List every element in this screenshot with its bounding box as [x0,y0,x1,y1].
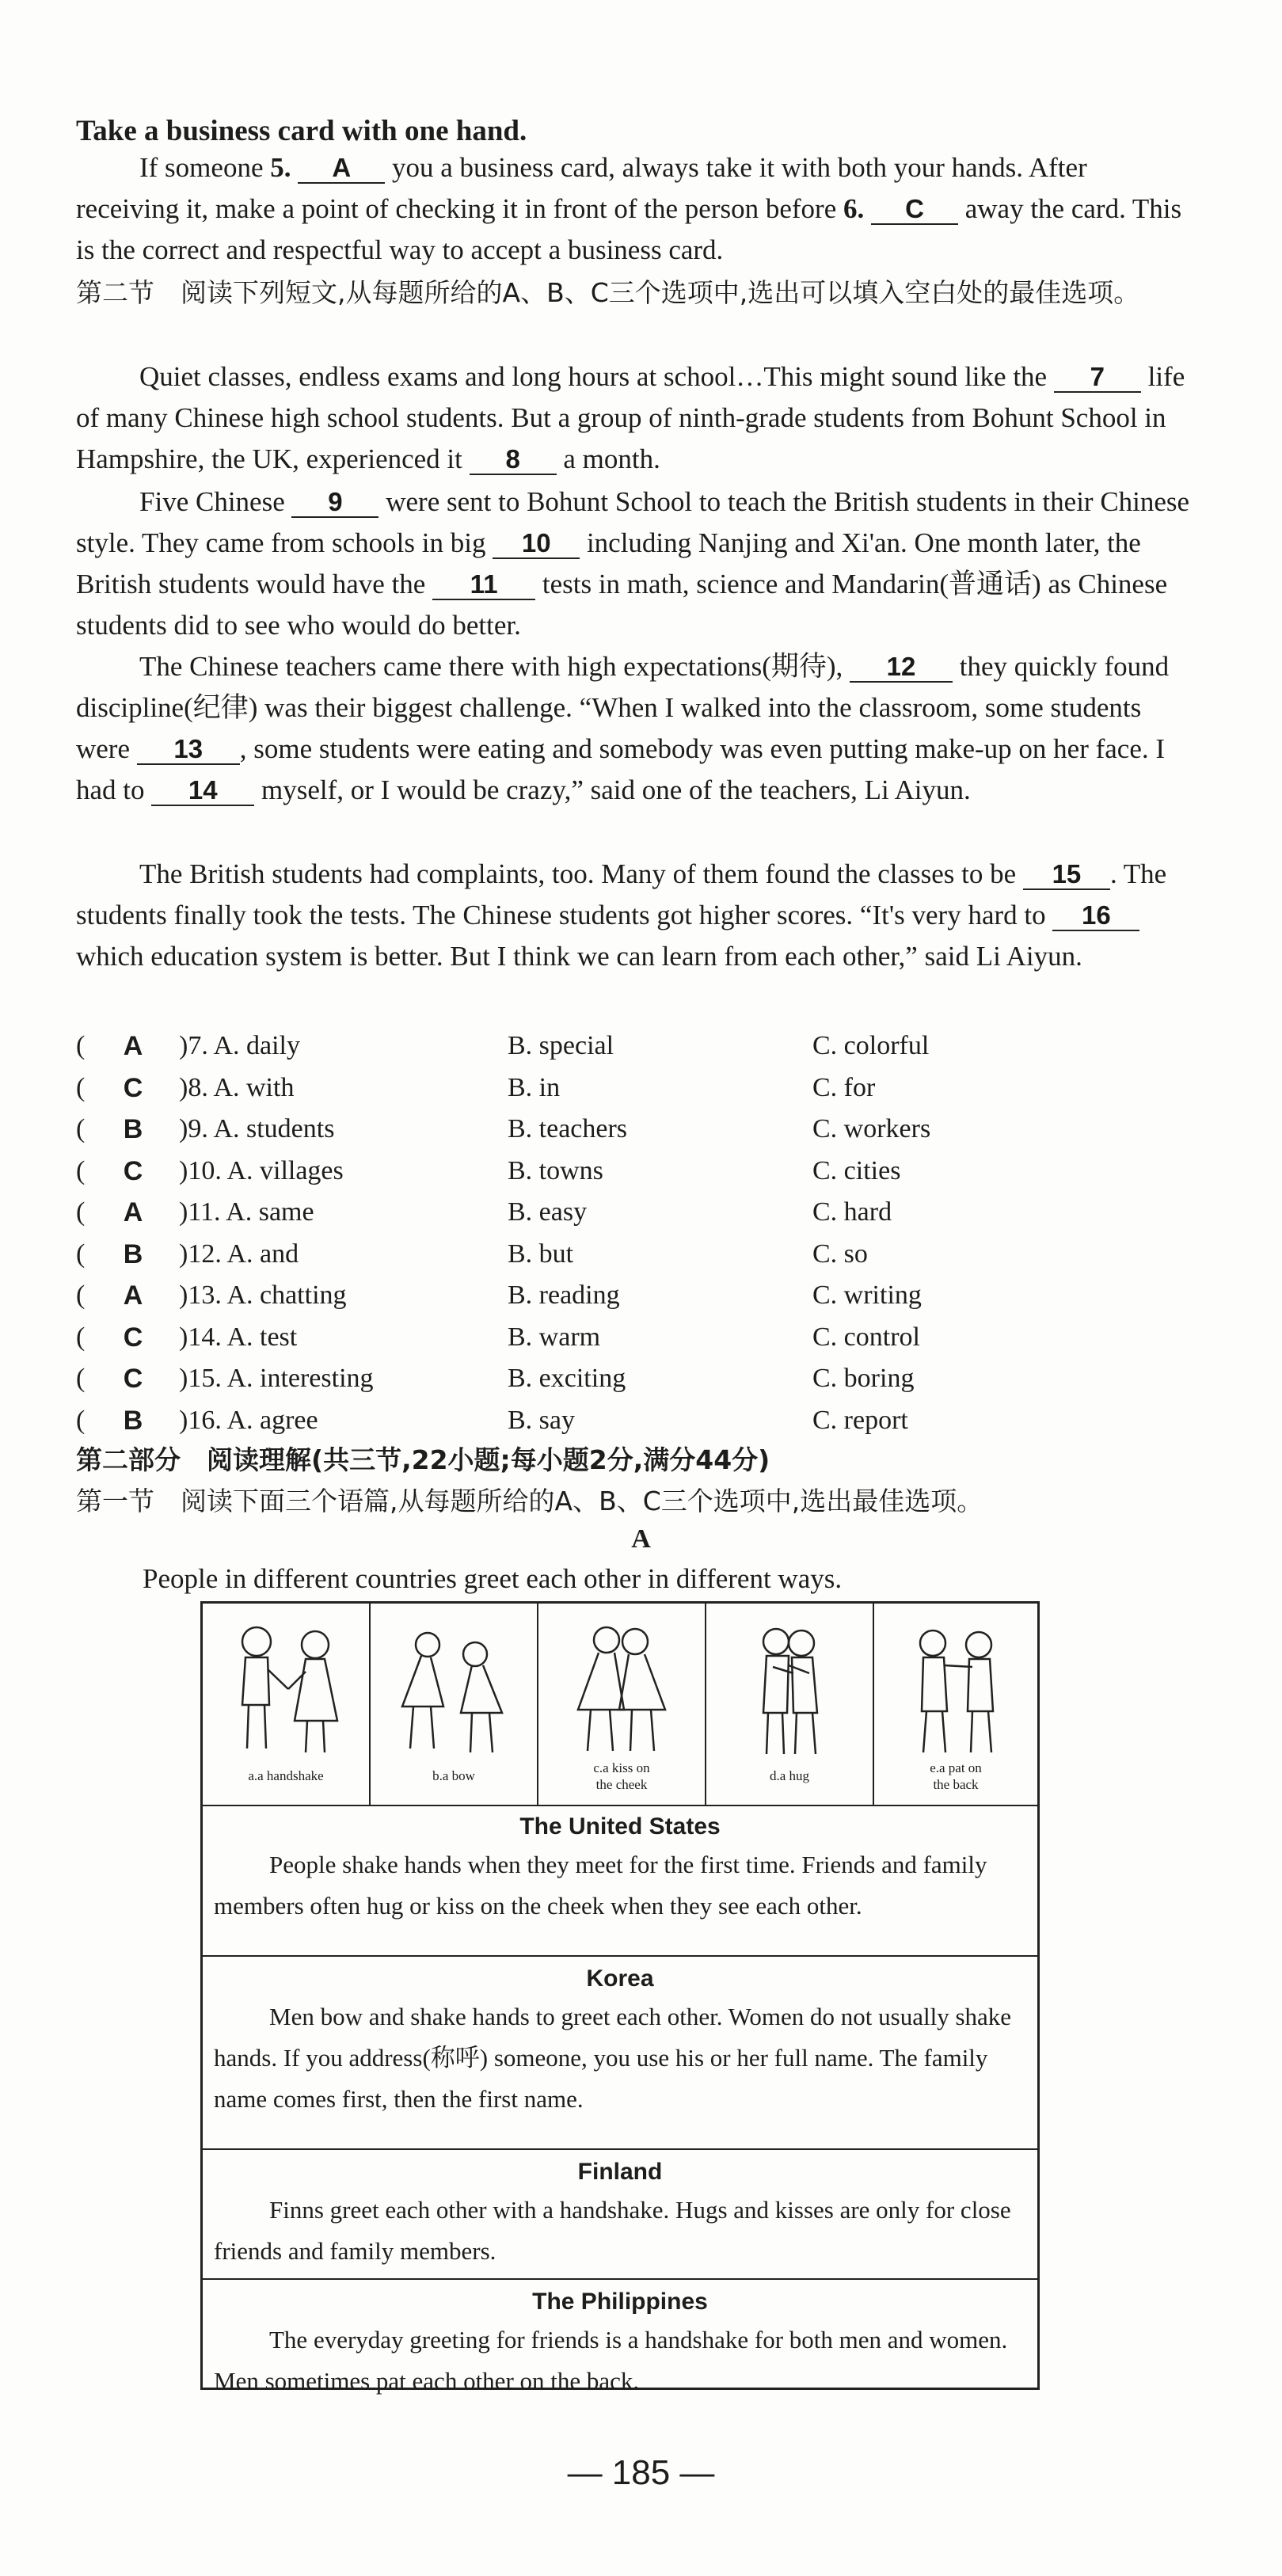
country-heading: The United States [519,1813,721,1840]
option-b: B. easy [508,1197,588,1227]
picture-caption-a: a.a handshake [248,1768,324,1783]
bow-picture [371,1604,538,1805]
option-answer: B [123,1405,143,1436]
option-paren: ( [76,1114,86,1143]
option-a: )12. A. and [179,1239,299,1269]
blank-8: 8 [470,445,557,475]
option-a: )14. A. test [179,1322,298,1352]
country-section-usa [203,1805,1037,1957]
passage-paragraph-1: Quiet classes, endless exams and long hours at school…This might sound like the 7 life of many Chinese high school students. But a group of ninth-grade students from Bohunt School in Hampshire, the UK, experienced it 8 a month. [76,361,1185,474]
bow-icon [371,1610,537,1768]
option-answer: A [123,1197,143,1227]
blank-10: 10 [493,529,580,559]
option-b: B. special [508,1031,614,1060]
picture-caption-e2: the back [933,1777,979,1792]
blank-9: 9 [291,488,379,518]
passage-paragraph-4: The British students had complaints, too. Many of them found the classes to be 15 . The students finally took the tests. The Chinese students got higher scores. “It's very hard to 16 which education system is better. But I think we can learn from each other,” said Li Aiyun. [76,858,1167,972]
option-answer: C [123,1364,143,1394]
option-b: B. towns [508,1155,603,1185]
intro-paragraph: If someone 5. A you a business card, always take it with both your hands. After receiving it, make a point of checking it in front of the person before 6. C away the card. This is the correct and respectful way to accept a business card. [76,152,1182,265]
option-answer: B [123,1239,143,1269]
option-b: B. in [508,1072,561,1102]
answer-blank-6: C [871,195,958,225]
option-answer: A [123,1031,143,1061]
country-section-finland [203,2150,1037,2280]
picture-caption-e1: e.a pat on [930,1760,982,1775]
option-paren: ( [76,1239,86,1269]
option-c: C. control [812,1322,920,1352]
option-c: C. report [812,1405,908,1435]
option-paren: ( [76,1405,86,1435]
option-row [76,1067,1200,1109]
section-instruction: 第二节 阅读下列短文,从每题所给的A、B、C三个选项中,选出可以填入空白处的最佳选项。 [76,277,1140,308]
option-paren: ( [76,1031,86,1060]
page-number: — 185 — [567,2453,715,2492]
option-answer: C [123,1322,143,1353]
option-row [76,1274,1200,1316]
blank-7: 7 [1054,363,1141,393]
part-title: 第二部分 阅读理解(共三节,22小题;每小题2分,满分44分) [76,1444,770,1475]
option-c: C. hard [812,1197,892,1227]
option-a: )13. A. chatting [179,1280,347,1310]
country-text: The everyday greeting for friends is a handshake for both men and women. Men sometimes pat each other on the back. [214,2326,1008,2395]
option-paren: ( [76,1322,86,1352]
option-paren: ( [76,1364,86,1393]
country-section-philippines [203,2280,1037,2395]
pat-picture [874,1604,1037,1805]
country-text: People shake hands when they meet for the first time. Friends and family members often hug or kiss on the cheek when they see each other. [214,1851,987,1920]
handshake-icon [203,1610,369,1768]
greeting-pictures-row [203,1604,1037,1806]
option-paren: ( [76,1280,86,1310]
option-b: B. exciting [508,1364,626,1393]
hug-picture [706,1604,874,1805]
handshake-picture [203,1604,371,1805]
kiss-picture [538,1604,706,1805]
option-row [76,1357,1200,1399]
blank-16: 16 [1052,901,1139,931]
passage-lead: People in different countries greet each other in different ways. [143,1563,843,1594]
passage-letter: A [631,1524,651,1554]
section-heading: Take a business card with one hand. [76,115,527,147]
option-c: C. cities [812,1155,901,1185]
part-subsection: 第一节 阅读下面三个语篇,从每题所给的A、B、C三个选项中,选出最佳选项。 [76,1486,983,1516]
option-c: C. workers [812,1114,931,1143]
option-row [76,1108,1200,1150]
picture-caption-c2: the cheek [595,1777,648,1792]
option-c: C. for [812,1072,876,1102]
option-paren: ( [76,1072,86,1102]
option-answer: B [123,1114,143,1144]
country-text: Finns greet each other with a handshake. Hugs and kisses are only for close friends and family members. [214,2196,1011,2265]
option-b: B. teachers [508,1114,628,1143]
option-a: )11. A. same [179,1197,314,1227]
blank-15: 15 [1023,860,1110,890]
option-c: C. boring [812,1364,915,1393]
option-c: C. writing [812,1280,922,1310]
picture-caption-b: b.a bow [432,1768,475,1783]
option-row [76,1150,1200,1192]
option-a: )16. A. agree [179,1405,318,1435]
option-b: B. say [508,1405,575,1435]
answer-blank-5: A [298,154,385,184]
option-row [76,1191,1200,1233]
blank-12: 12 [850,653,953,683]
pat-icon [874,1610,1037,1768]
option-paren: ( [76,1197,86,1227]
option-c: C. colorful [812,1031,930,1060]
hug-icon [706,1610,873,1768]
option-a: )10. A. villages [179,1155,344,1185]
option-row [76,1233,1200,1275]
options-list [76,1025,1200,1440]
option-b: B. warm [508,1322,601,1352]
option-row [76,1025,1200,1067]
blank-13: 13 [137,735,240,765]
option-paren: ( [76,1155,86,1185]
picture-caption-d: d.a hug [769,1768,810,1783]
greetings-table [200,1601,1040,2395]
kiss-icon [538,1610,705,1768]
passage-paragraph-2: Five Chinese 9 were sent to Bohunt School to teach the British students in their Chinese style. They came from schools in big 10 including Nanjing and Xi'an. One month later, the British students would have the 11 tests in math, science and Mandarin(普通话) as Chinese students did to see who would do better. [76,486,1190,641]
option-b: B. but [508,1239,574,1269]
blank-14: 14 [151,776,254,806]
option-a: )7. A. daily [179,1031,300,1060]
country-heading: Korea [586,1965,654,1992]
option-row [76,1316,1200,1358]
option-row [76,1399,1200,1441]
option-answer: A [123,1280,143,1311]
option-c: C. so [812,1239,868,1269]
country-text: Men bow and shake hands to greet each other. Women do not usually shake hands. If you address(称呼) someone, you use his or her full name. The family name comes first, then the first name. [214,2003,1012,2113]
passage-paragraph-3: The Chinese teachers came there with high expectations(期待), 12 they quickly found discipline(纪律) was their biggest challenge. “When I walked into the classroom, some students were 13 , some students were eating and somebody was even putting make-up on her face. I had to 14 myself, or I would be crazy,” said one of the teachers, Li Aiyun. [76,651,1170,805]
country-section-korea [203,1957,1037,2150]
option-b: B. reading [508,1280,620,1310]
country-heading: The Philippines [532,2289,708,2315]
option-a: )15. A. interesting [179,1364,374,1393]
picture-caption-c1: c.a kiss on [593,1760,650,1775]
option-answer: C [123,1072,143,1103]
option-a: )9. A. students [179,1114,335,1143]
country-heading: Finland [577,2159,663,2185]
blank-11: 11 [432,570,535,600]
option-answer: C [123,1155,143,1186]
option-a: )8. A. with [179,1072,295,1102]
